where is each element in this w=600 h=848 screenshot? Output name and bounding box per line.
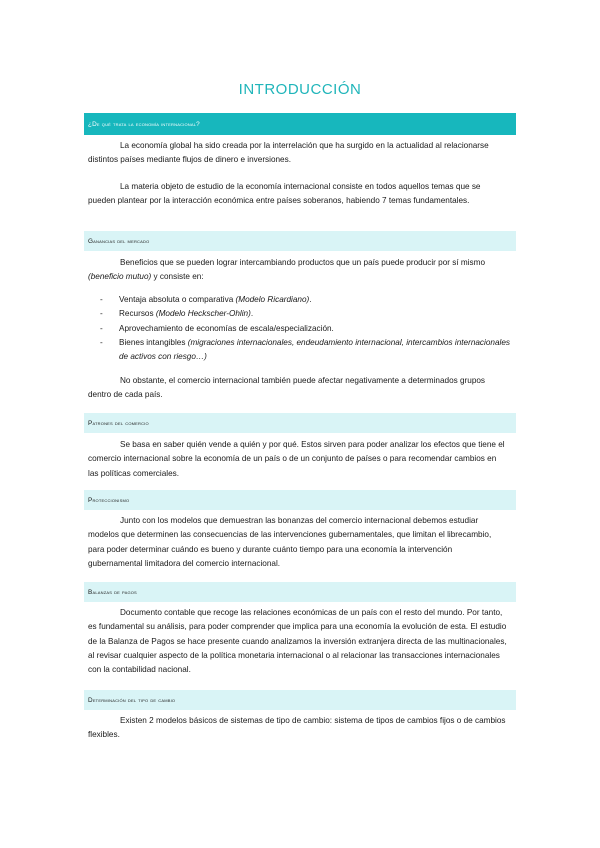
- page-title: INTRODUCCIÓN: [238, 81, 362, 98]
- paragraph: No obstante, el comercio internacional también puede afectar negativamente a determinados grupos dentro de cada país.: [88, 376, 486, 400]
- paragraph: Documento contable que recoge las relaciones económicas de un país con el resto del mundo. Por tanto, es fundamental su análisis, para poder comprender que implica para una economía la evolución de esta. El estudio de la Balanza de Pagos se hace presente cuando analizamos la inversión extranjera directa de las multinacionales, al revisar cualquier aspecto de la política monetaria internacional o al relacionar las transacciones internacionales con la contabilidad nacional.: [88, 608, 507, 675]
- bullet-list: [100, 293, 510, 364]
- list-item: - Bienes intangibles (migraciones internacionales, endeudamiento internacional, intercambios internacionales de activos con riesgo…): [100, 337, 510, 362]
- section-heading-economia-internacional: ¿De qué trata la economía internacional?: [84, 113, 516, 135]
- section-heading-proteccionismo: Proteccionismo: [84, 490, 516, 510]
- paragraph: Junto con los modelos que demuestran las bonanzas del comercio internacional debemos estudiar modelos que determinen las consecuencias de las intervenciones gubernamentales, que limitan el librecambio, para poder determinar cuándo es bueno y durante cuánto tiempo para una economía la intervención gubernamental limitadora del comercio internacional.: [88, 516, 492, 568]
- list-item: - Ventaja absoluta o comparativa (Modelo Ricardiano).: [100, 295, 312, 304]
- paragraph: La materia objeto de estudio de la economía internacional consiste en todos aquellos temas que se pueden plantear por la interacción económica entre países soberanos, habiendo 7 temas fundamentales.: [88, 182, 481, 206]
- paragraph: Beneficios que se pueden lograr intercambiando productos que un país puede producir por sí mismo (beneficio mutuo) y consiste en:: [88, 258, 486, 282]
- section-heading-balanzas: Balanzas de pagos: [84, 582, 516, 602]
- paragraph: Existen 2 modelos básicos de sistemas de tipo de cambio: sistema de tipos de cambios fijos o de cambios flexibles.: [88, 716, 506, 740]
- section-heading-patrones: Patrones del comercio: [84, 413, 516, 433]
- section-heading-ganancias: Ganancias del mercado: [84, 231, 516, 251]
- paragraph: Se basa en saber quién vende a quién y por qué. Estos sirven para poder analizar los efectos que tiene el comercio internacional sobre la economía de un país o de un conjunto de países o para recomendar cambios en las políticas comerciales.: [88, 440, 505, 478]
- list-item: - Aprovechamiento de economías de escala/especialización.: [100, 323, 334, 333]
- list-item: - Recursos (Modelo Heckscher-Ohlin).: [100, 309, 254, 319]
- paragraph: La economía global ha sido creada por la interrelación que ha surgido en la actualidad al relacionarse distintos países mediante flujos de dinero e inversiones.: [88, 141, 489, 165]
- section-heading-tipo-cambio: Determinación del tipo de cambio: [84, 690, 516, 710]
